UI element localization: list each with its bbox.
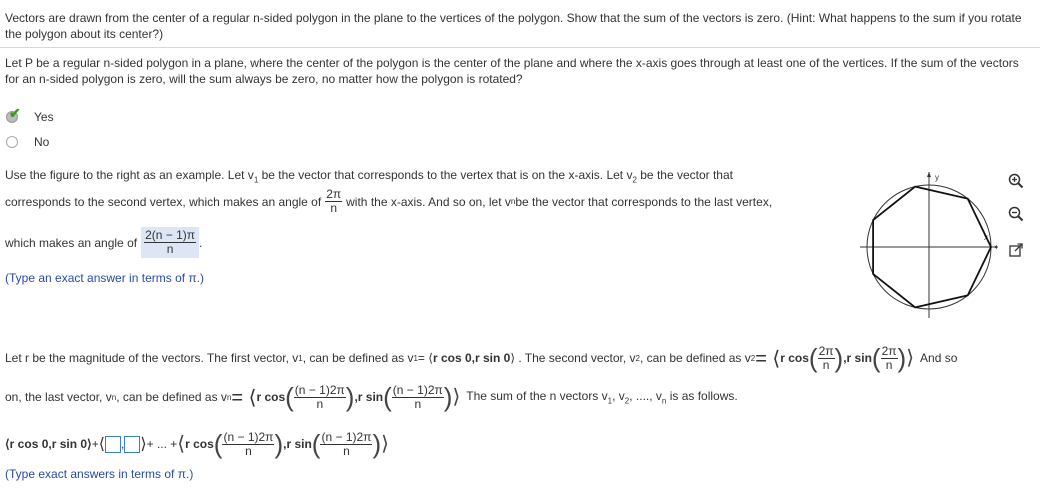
sum-cos-fraction: $\frac{(n - 1)2\pi}{n}$ [223, 429, 274, 458]
zoom-out-icon[interactable] [1005, 203, 1027, 225]
zoom-in-icon[interactable] [1005, 170, 1027, 192]
option-no-label: No [34, 135, 50, 149]
divider [0, 47, 1040, 48]
answer-input-y[interactable] [124, 436, 140, 453]
radio-no[interactable] [6, 136, 18, 148]
polygon-figure [860, 168, 1000, 318]
answer-input-x[interactable] [105, 436, 121, 453]
part1-prompt: Let P be a regular n-sided polygon in a plane, where the center of the polygon is the center of the plane and where the x-axis goes through at least one of the vertices. If the sum of the vectors for an n-sided polygon is zero, will the sum always be zero, no matter how the polygon is rotated? [5, 56, 1019, 86]
part3-sum-line: ⟨r cos 0,r sin 0⟩ + ⟨ , ⟩ + ... + ⟨ r cos ( $\frac{(n - 1)2\pi}{n}$ ) ,r sin ( $\frac{(n - 1)2\pi}{n}$ ) ⟩ [5, 429, 389, 459]
option-yes[interactable] [6, 105, 54, 126]
x-axis-label: x [984, 233, 988, 242]
sum-first-term: ⟨r cos 0,r sin 0⟩ [5, 437, 92, 451]
v2-cos-fraction: $\frac{2\pi}{n}$ [818, 343, 834, 372]
option-no[interactable] [6, 133, 49, 151]
checkmark-icon: ✔ [9, 105, 21, 121]
sum-sin-fraction: $\frac{(n - 1)2\pi}{n}$ [321, 429, 372, 458]
radio-yes[interactable] [6, 105, 21, 123]
part2-hint: (Type an exact answer in terms of π.) [5, 271, 205, 285]
angle-fraction: $\frac{2\pi}{n}$ [326, 187, 342, 215]
part3-line1: Let r be the magnitude of the vectors. The first vector, v 1 , can be defined as v 1 = ⟨ r cos 0,r sin 0 ⟩ . The second vector, v 2 , can be defined as v 2 = ⟨ r cos ( $\frac{2\pi}{n}$ ) ,r sin ( $\frac{2\pi}{n}$ ) ⟩ And so [5, 343, 958, 373]
part3-hint: (Type exact answers in terms of π.) [5, 467, 194, 481]
v1-expression: r cos 0,r sin 0 [432, 351, 511, 365]
answer-field-angle[interactable]: $\frac{2(n - 1)\pi}{n}$ [141, 227, 199, 258]
vn-sin-fraction: $\frac{(n - 1)2\pi}{n}$ [392, 382, 443, 411]
part2-line1: Use the figure to the right as an example. Let $v_1$ be the vector that corresponds to the vertex that is on the x-axis. Let $v_2$ be the vector that [5, 168, 733, 185]
option-yes-label: Yes [34, 110, 54, 124]
v2-sin-fraction: $\frac{2\pi}{n}$ [881, 343, 897, 372]
y-axis-label: y [935, 173, 939, 182]
part3-line2: on, the last vector, v n , can be defined as v n = ⟨ r cos ( $\frac{(n - 1)2\pi}{n}$ ) ,r sin ( $\frac{(n - 1)2\pi}{n}$ ) ⟩ The sum of the n vectors $v_1$, $v_2$, ...., $v_n$ is as follows. [5, 382, 738, 412]
open-external-icon[interactable] [1005, 239, 1027, 261]
question-text: Vectors are drawn from the center of a regular n-sided polygon in the plane to the vertices of the polygon. Show that the sum of the vectors is zero. (Hint: What happens to the sum if you rotate the polygon about its center?) [5, 11, 1022, 41]
part2-line3: which makes an angle of $\frac{2(n - 1)\pi}{n}$ . [5, 228, 203, 256]
y-axis-arrow [927, 172, 931, 177]
x-axis-arrow [994, 245, 997, 249]
part2-line2: corresponds to the second vertex, which makes an angle of $\frac{2\pi}{n}$ with the x-axis. And so on, let v n be the vector that corresponds to the last vertex, [5, 187, 773, 215]
vn-cos-fraction: $\frac{(n - 1)2\pi}{n}$ [294, 382, 345, 411]
